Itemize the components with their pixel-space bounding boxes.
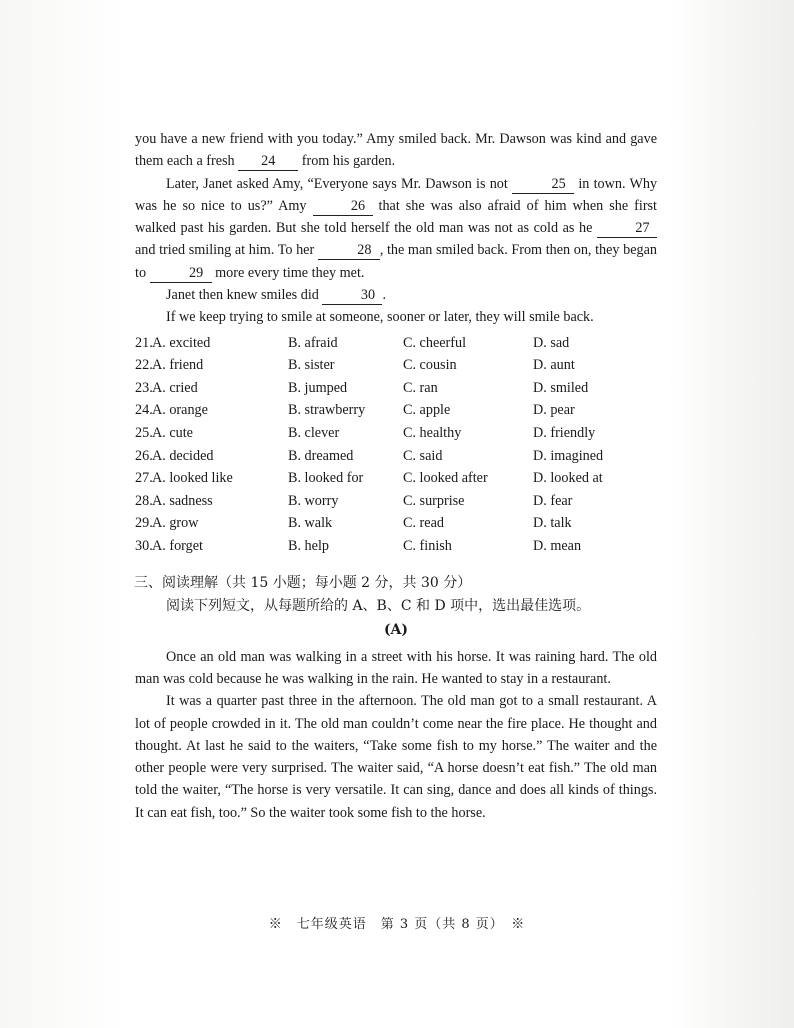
- question-number: 24.: [135, 402, 153, 419]
- cloze-text: , the man smiled back. From then on, they began to: [135, 242, 657, 281]
- option-c: C. ran: [403, 379, 438, 396]
- option-d: D. pear: [533, 402, 575, 419]
- cloze-paragraph-4: If we keep trying to smile at someone, sooner or later, they will smile back.: [166, 309, 594, 326]
- option-c: C. said: [403, 447, 443, 464]
- option-c: C. read: [403, 515, 444, 532]
- answer-options-list: [135, 332, 657, 558]
- option-c: C. finish: [403, 538, 452, 555]
- option-c: C. healthy: [403, 425, 462, 442]
- option-a: A. orange: [152, 402, 208, 419]
- question-number: 23.: [135, 379, 153, 396]
- option-a: A. decided: [152, 447, 214, 464]
- blank-27: 27: [597, 220, 657, 238]
- option-b: B. dreamed: [288, 447, 354, 464]
- option-b: B. strawberry: [288, 402, 366, 419]
- option-d: D. sad: [533, 334, 570, 351]
- option-b: B. walk: [288, 515, 333, 532]
- option-c: C. apple: [403, 402, 451, 419]
- cloze-paragraph-1: [135, 128, 657, 173]
- option-row-29: [135, 512, 657, 535]
- option-a: A. looked like: [152, 470, 233, 487]
- blank-25: 25: [512, 176, 574, 194]
- option-d: D. imagined: [533, 447, 604, 464]
- option-row-23: [135, 377, 657, 400]
- option-b: B. help: [288, 538, 329, 555]
- cloze-text: that she was also afraid of him when she first walked past his garden. But she told herself the old man was not as cold as he: [135, 197, 658, 237]
- cloze-text: in town. Why was he so nice to us?” Amy: [135, 175, 658, 214]
- question-number: 29.: [135, 515, 153, 532]
- question-number: 22.: [135, 357, 153, 374]
- option-c: C. cheerful: [403, 334, 467, 351]
- option-a: A. cried: [152, 379, 198, 396]
- blank-30: 30: [322, 287, 382, 305]
- option-a: A. grow: [152, 515, 199, 532]
- cloze-text: from his garden.: [301, 153, 396, 170]
- cloze-text: you have a new friend with you today.” Amy smiled back. Mr. Dawson was kind and gave them each a fresh: [135, 131, 657, 170]
- section-instruction: 阅读下列短文，从每题所给的 A、B、C 和 D 项中，选出最佳选项。: [166, 597, 591, 614]
- cloze-paragraph-2: [135, 173, 657, 284]
- cloze-text: Later, Janet asked Amy, “Everyone says Mr. Dawson is not: [166, 175, 508, 192]
- option-d: D. aunt: [533, 357, 575, 374]
- section-heading-reading: 三、阅读理解（共 15 小题；每小题 2 分，共 30 分）: [134, 574, 472, 591]
- cloze-paragraph-3: [135, 284, 657, 306]
- option-row-30: [135, 535, 657, 558]
- option-row-27: [135, 467, 657, 490]
- option-b: B. jumped: [288, 379, 348, 396]
- blank-28: 28: [318, 242, 380, 260]
- question-number: 30.: [135, 538, 153, 555]
- option-b: B. worry: [288, 492, 339, 509]
- option-row-24: [135, 399, 657, 422]
- passage-paragraph-1: Once an old man was walking in a street with his horse. It was raining hard. The old man was cold because he was walking in the rain. He wanted to stay in a restaurant.: [135, 648, 657, 687]
- passage-label: (A): [383, 621, 409, 638]
- option-a: A. cute: [152, 425, 193, 442]
- option-d: D. talk: [533, 515, 572, 532]
- option-c: C. cousin: [403, 357, 457, 374]
- option-c: C. surprise: [403, 492, 465, 509]
- option-c: C. looked after: [403, 470, 488, 487]
- option-a: A. excited: [152, 334, 211, 351]
- option-row-21: [135, 332, 657, 355]
- option-b: B. looked for: [288, 470, 364, 487]
- question-number: 21.: [135, 334, 153, 351]
- option-d: D. friendly: [533, 425, 596, 442]
- exam-page-content: [135, 128, 657, 824]
- cloze-text: and tried smiling at him. To her: [135, 242, 315, 259]
- option-a: A. friend: [152, 357, 204, 374]
- passage-paragraph-2: It was a quarter past three in the afternoon. The old man got to a small restaurant. A lot of people crowded in it. The old man couldn’t come near the fire place. He thought and thought. At last he said to the waiters, “Take some fish to my horse.” The waiter and the other people were very surprised. The waiter said, “A horse doesn’t eat fish.” The old man told the waiter, “The horse is very versatile. It can sing, dance and does all kinds of things. It can eat fish, too.” So the waiter took some fish to the horse.: [135, 693, 657, 821]
- option-d: D. fear: [533, 492, 573, 509]
- option-a: A. forget: [152, 538, 203, 555]
- option-d: D. smiled: [533, 379, 589, 396]
- option-b: B. clever: [288, 425, 340, 442]
- blank-24: 24: [238, 153, 298, 171]
- option-d: D. looked at: [533, 470, 603, 487]
- page-footer: ※ 七年级英语 第 3 页（共 8 页） ※: [268, 917, 526, 932]
- question-number: 25.: [135, 425, 153, 442]
- option-row-25: [135, 422, 657, 445]
- question-number: 27.: [135, 470, 153, 487]
- option-b: B. afraid: [288, 334, 338, 351]
- option-d: D. mean: [533, 538, 582, 555]
- cloze-text: more every time they met.: [215, 264, 365, 281]
- option-a: A. sadness: [152, 492, 213, 509]
- cloze-text: .: [382, 287, 386, 304]
- blank-26: 26: [313, 198, 373, 216]
- option-b: B. sister: [288, 357, 335, 374]
- option-row-26: [135, 445, 657, 468]
- option-row-22: [135, 354, 657, 377]
- question-number: 28.: [135, 492, 153, 509]
- option-row-28: [135, 490, 657, 513]
- cloze-text: Janet then knew smiles did: [166, 287, 319, 304]
- question-number: 26.: [135, 447, 153, 464]
- blank-29: 29: [150, 265, 212, 283]
